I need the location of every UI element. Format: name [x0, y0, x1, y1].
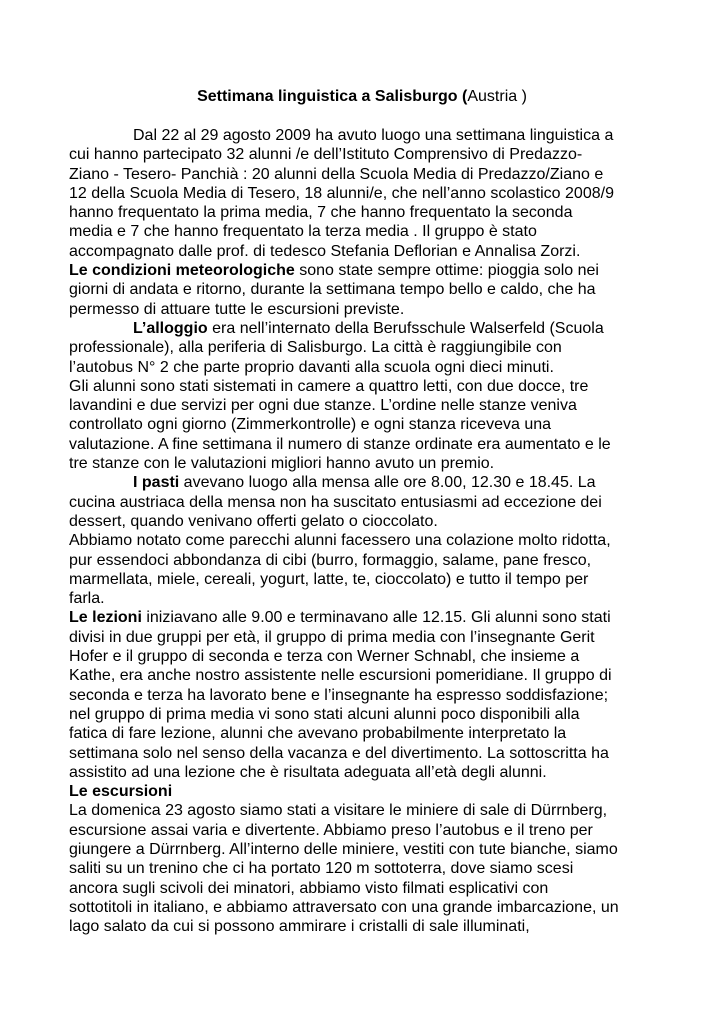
text-run: era nell’internato della Berufsschule Walserfeld (Scuola — [207, 319, 604, 337]
text-line: l’autobus N° 2 che parte proprio davanti alla scuola ogni dieci minuti. — [69, 358, 554, 376]
text-line — [69, 782, 669, 801]
text-line: saliti su un trenino che ci ha portato 120 m sottoterra, dove siamo scesi — [69, 860, 574, 878]
text-line: pur essendoci abbondanza di cibi (burro, formaggio, salame, pane fresco, — [69, 551, 592, 569]
text-line: escursione assai varia e divertente. Abbiamo preso l’autobus e il treno per — [69, 821, 593, 839]
text-line: marmellata, miele, cereali, yogurt, latte, te, cioccolato) e tutto il tempo per — [69, 570, 589, 588]
text-line: lago salato da cui si possono ammirare i cristalli di sale illuminati, — [69, 918, 530, 936]
text-line: Kathe, era anche nostro assistente nelle escursioni pomeridiane. Il gruppo di — [69, 667, 612, 685]
text-line: permesso di attuare tutte le escursioni previste. — [69, 300, 405, 318]
text-line: divisi in due gruppi per età, il gruppo di prima media con l’insegnante Gerit — [69, 628, 595, 646]
text-line: 12 della Scuola Media di Tesero, 18 alunni/e, che nell’anno scolastico 2008/9 — [69, 184, 614, 202]
text-line: hanno frequentato la prima media, 7 che hanno frequentato la seconda — [69, 204, 573, 222]
text-line: giungere a Dürrnberg. All’interno delle miniere, vestiti con tute bianche, siamo — [69, 840, 618, 858]
text-line: tre stanze con le valutazioni migliori hanno avuto un premio. — [69, 455, 495, 473]
title-normal: Austria ) — [467, 88, 527, 105]
text-line: valutazione. A fine settimana il numero di stanze ordinate era aumentato e le — [69, 435, 611, 453]
paragraph-alloggio — [69, 319, 669, 473]
text-line: controllato ogni giorno (Zimmerkontrolle) e ogni stanza riceveva una — [69, 416, 552, 434]
text-line: Gli alunni sono stati sistemati in camere a quattro letti, con due docce, tre — [69, 377, 589, 395]
text-line: settimana solo nel senso della vacanza e del divertimento. La sottoscritta ha — [69, 744, 609, 762]
text-line: Ziano - Tesero- Panchià : 20 alunni della Scuola Media di Predazzo/Ziano e — [69, 165, 604, 183]
text-run: avevano luogo alla mensa alle ore 8.00, 12.30 e 18.45. La — [179, 474, 596, 492]
section-heading-meteo: Le condizioni meteorologiche — [69, 262, 295, 280]
text-line: professionale), alla periferia di Salisburgo. La città è raggiungibile con — [69, 339, 562, 357]
text-line: assistito ad una lezione che è risultata adeguata all’età degli alunni. — [69, 763, 547, 781]
paragraph-meteo — [69, 261, 669, 319]
document-body — [69, 126, 669, 936]
page-title — [0, 87, 724, 107]
text-line: sottotitoli in italiano, e abbiamo attraversato con una grande imbarcazione, un — [69, 898, 619, 916]
text-line: farla. — [69, 590, 105, 608]
text-line: cucina austriaca della mensa non ha suscitato entusiasmi ad eccezione dei — [69, 493, 602, 511]
text-line: giorni di andata e ritorno, durante la settimana tempo bello e caldo, che ha — [69, 281, 596, 299]
section-heading-alloggio: L’alloggio — [133, 319, 208, 337]
text-line: media e 7 che hanno frequentato la terza media . Il gruppo è stato — [69, 223, 537, 241]
text-line: Dal 22 al 29 agosto 2009 ha avuto luogo una settimana linguistica a — [133, 127, 614, 144]
text-line: dessert, quando venivano offerti gelato o cioccolato. — [69, 512, 438, 530]
text-line: La domenica 23 agosto siamo stati a visitare le miniere di sale di Dürrnberg, — [69, 802, 608, 820]
paragraph-pasti — [69, 473, 669, 608]
text-line: ancora sugli scivoli dei minatori, abbiamo visto filmati esplicativi con — [69, 879, 549, 897]
text-line — [69, 608, 669, 627]
text-run: sono state sempre ottime: pioggia solo nei — [294, 262, 599, 280]
text-line — [69, 319, 669, 338]
text-run: iniziavano alle 9.00 e terminavano alle 12.15. Gli alunni sono stati — [141, 609, 611, 627]
text-line: Hofer e il gruppo di seconda e terza con Werner Schnabl, che insieme a — [69, 648, 580, 666]
text-line: cui hanno partecipato 32 alunni /e dell’Istituto Comprensivo di Predazzo- — [69, 146, 583, 164]
text-line: lavandini e due servizi per ogni due stanze. L’ordine nelle stanze veniva — [69, 397, 577, 415]
paragraph-escursioni — [69, 782, 669, 936]
text-line: nel gruppo di prima media vi sono stati alcuni alunni poco disponibili alla — [69, 705, 580, 723]
section-heading-escursioni: Le escursioni — [69, 783, 173, 801]
text-line: fatica di fare lezione, alunni che avevano probabilmente interpretato la — [69, 725, 567, 743]
text-line — [69, 473, 669, 492]
text-line: accompagnato dalle prof. di tedesco Stefania Deflorian e Annalisa Zorzi. — [69, 242, 581, 260]
section-heading-lezioni: Le lezioni — [69, 609, 142, 627]
text-line: seconda e terza ha lavorato bene e l’insegnante ha espresso soddisfazione; — [69, 686, 609, 704]
paragraph-lezioni — [69, 608, 669, 782]
text-line — [69, 261, 669, 280]
paragraph-intro — [69, 126, 669, 261]
title-bold: Settimana linguistica a Salisburgo ( — [197, 88, 468, 105]
text-line: Abbiamo notato come parecchi alunni facessero una colazione molto ridotta, — [69, 532, 611, 550]
section-heading-pasti: I pasti — [133, 474, 180, 492]
